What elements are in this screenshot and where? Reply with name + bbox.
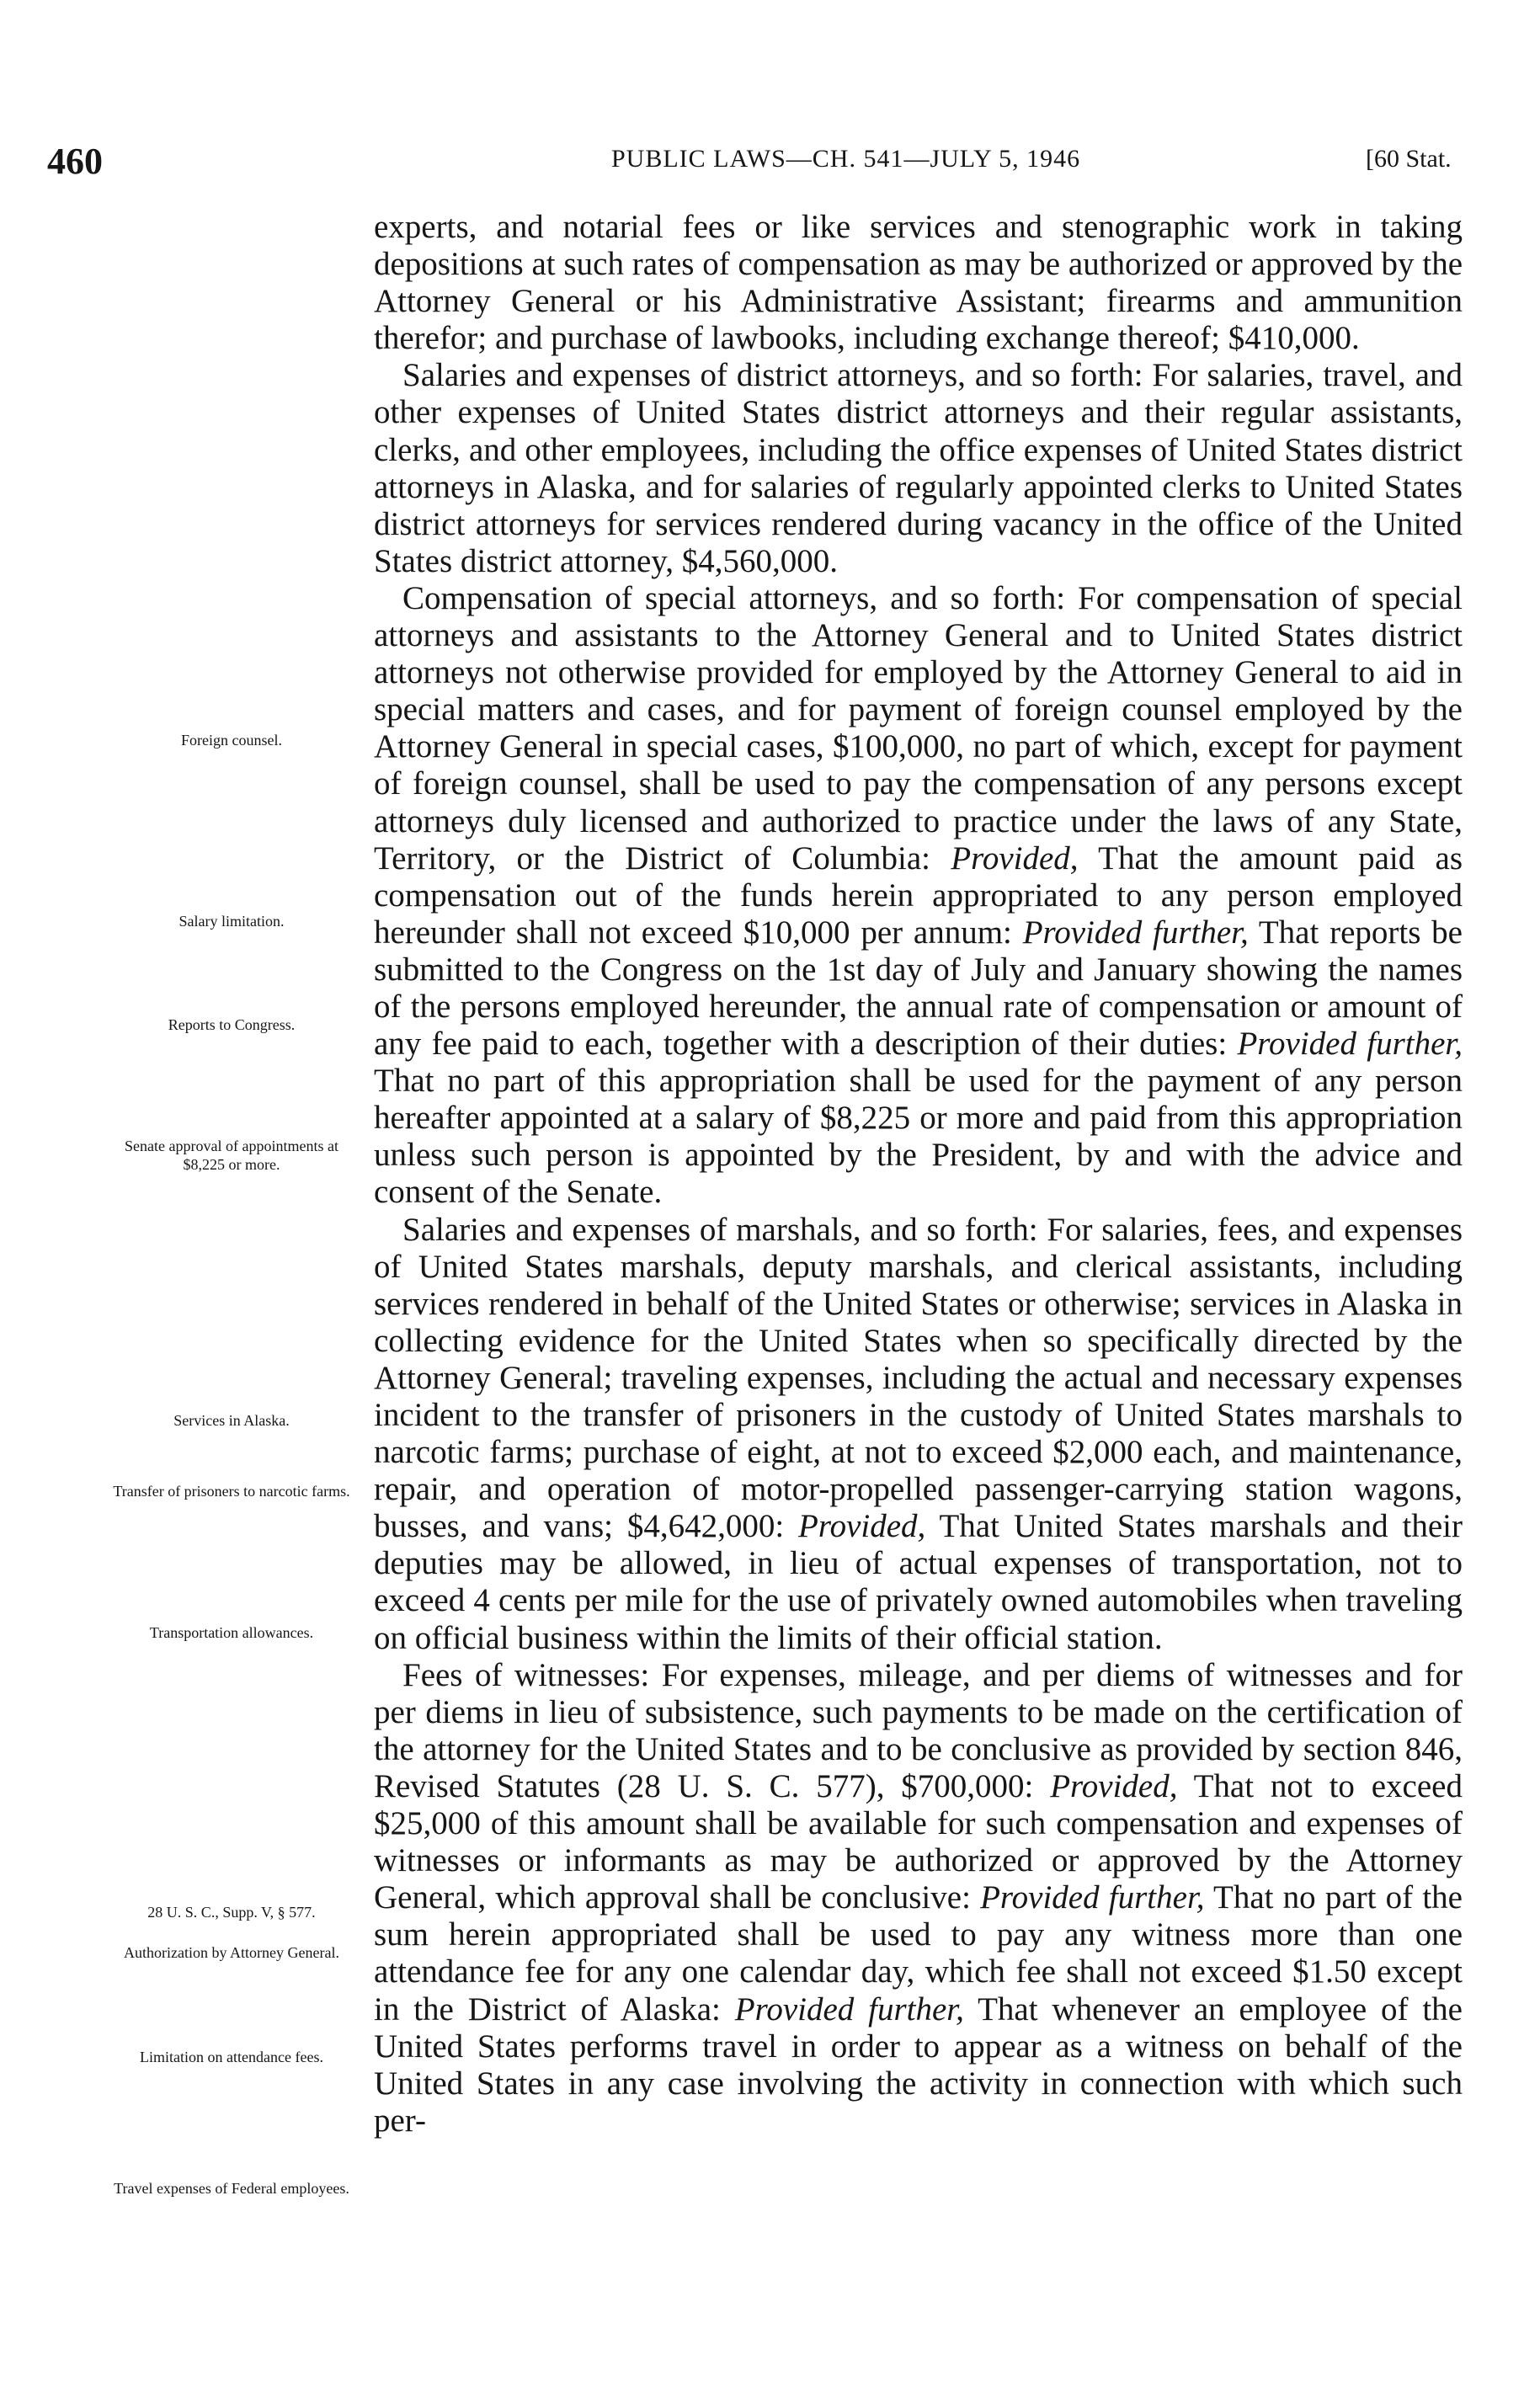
paragraph-witness-fees — [374, 1657, 1463, 2140]
body-text — [374, 209, 1463, 2140]
paragraph-district-attorneys: Salaries and expenses of district attorneys, and so forth: For salaries, travel, and other expenses of United States district attorneys and their regular assistants, clerks, and other employees, including the office expenses of United States district attorneys in Alaska, and for salaries of regularly appointed clerks to United States district attorneys for services rendered during vacancy in the office of the United States district attorney, $4,560,000. — [374, 357, 1463, 579]
margin-note-transportation-allowances: Transportation allowances. — [149, 1624, 314, 1641]
margin-note-foreign-counsel: Foreign counsel. — [181, 732, 282, 749]
margin-note-authorization: Authorization by Attorney General. — [124, 1944, 339, 1961]
margin-note-limitation-attendance: Limitation on attendance fees. — [140, 2049, 323, 2065]
text-run: That reports be submitted to the Congress on the 1st day of July and January showing the names of the persons employed hereunder, the annual rate of compensation or amount of any fee paid to each, together with a description of their duties: — [374, 914, 1463, 1063]
proviso: Provided further, — [980, 1879, 1205, 1916]
text-run: That whenever an employee of the United States performs travel in order to appear as a witness on behalf of the United States in any case involving the activity in connection with which such per- — [374, 1990, 1463, 2139]
proviso: Provided further, — [1022, 914, 1249, 951]
margin-note-usc-citation: 28 U. S. C., Supp. V, § 577. — [147, 1904, 316, 1921]
proviso: Provided, — [1050, 1767, 1178, 1804]
paragraph-experts: experts, and notarial fees or like services and stenographic work in taking depositions at such rates of compensation as may be authorized or approved by the Attorney General or his Administrative Assistant; firearms and ammunition therefor; and purchase of lawbooks, including exchange thereof; $410,000. — [374, 209, 1463, 357]
statute-reference: [60 Stat. — [1366, 145, 1452, 173]
margin-note-salary-limitation: Salary limitation. — [179, 913, 285, 930]
text-run: That the amount paid as compensation out of the funds herein appropriated to any person employed hereunder shall not exceed $10,000 per annum: — [374, 839, 1463, 951]
proviso: Provided further, — [1237, 1026, 1463, 1063]
text-run: Fees of witnesses: For expenses, mileage, and per diems of witnesses and for per diems in lieu of subsistence, such payments to be made on the certification of the attorney for the United States and to be conclusive as provided by section 846, Revised Statutes (28 U. S. C. 577), $700,000: — [374, 1656, 1463, 1804]
text-run: That United States marshals and their deputies may be allowed, in lieu of actual expenses of transportation, not to exceed 4 cents per mile for the use of privately owned automobiles when traveling on official business within the limits of their official station. — [374, 1508, 1463, 1656]
proviso: Provided, — [951, 839, 1079, 877]
margin-note-transfer-of-prisoners: Transfer of prisoners to narcotic farms. — [113, 1483, 350, 1500]
text-run: Compensation of special attorneys, and so forth: For compensation of special attorneys and assistants to the Attorney General and to United States district attorneys not otherwise provided for employed by the Attorney General to aid in special matters and cases, and for payment of foreign counsel employed by the Attorney General in special cases, $100,000, no part of which, except for payment of foreign counsel, shall be used to pay the compensation of any persons except attorneys duly licensed and authorized to practice under the laws of any State, Territory, or the District of Columbia: — [374, 579, 1463, 877]
text-run: That no part of the sum herein appropriated shall be used to pay any witness more than one attendance fee for any one calendar day, which fee shall not exceed $1.50 except in the District of Alaska: — [374, 1879, 1463, 2028]
paragraph-special-attorneys — [374, 580, 1463, 1212]
running-head: PUBLIC LAWS—CH. 541—JULY 5, 1946 — [611, 145, 1081, 173]
text-run: That no part of this appropriation shall be used for the payment of any person hereafter appointed at a salary of $8,225 or more and paid from this appropriation unless such person is appointed by the President, by and with the advice and consent of the Senate. — [374, 1063, 1463, 1211]
text-run: That not to exceed $25,000 of this amount shall be available for such compensation and expenses of witnesses or informants as may be authorized or approved by the Attorney General, which approval shall be conclusive: — [374, 1767, 1463, 1916]
paragraph-marshals — [374, 1212, 1463, 1657]
proviso: Provided, — [798, 1508, 926, 1545]
text-run: Salaries and expenses of marshals, and so forth: For salaries, fees, and expenses of United States marshals, deputy marshals, and clerical assistants, including services rendered in behalf of the United States or otherwise; services in Alaska in collecting evidence for the United States when so specifically directed by the Attorney General; traveling expenses, including the actual and necessary expenses incident to the transfer of prisoners in the custody of United States marshals to narcotic farms; purchase of eight, at not to exceed $2,000 each, and maintenance, repair, and operation of motor-propelled passenger-carrying station wagons, busses, and vans; $4,642,000: — [374, 1211, 1463, 1545]
page-number: 460 — [47, 141, 103, 182]
proviso: Provided further, — [734, 1990, 964, 2028]
margin-note-travel-expenses: Travel expenses of Federal employees. — [114, 2180, 349, 2197]
margin-note-services-in-alaska: Services in Alaska. — [173, 1412, 290, 1429]
margin-note-senate-approval: Senate approval of appointments at $8,225 or more. — [125, 1138, 338, 1173]
margin-note-reports-to-congress: Reports to Congress. — [168, 1016, 296, 1033]
